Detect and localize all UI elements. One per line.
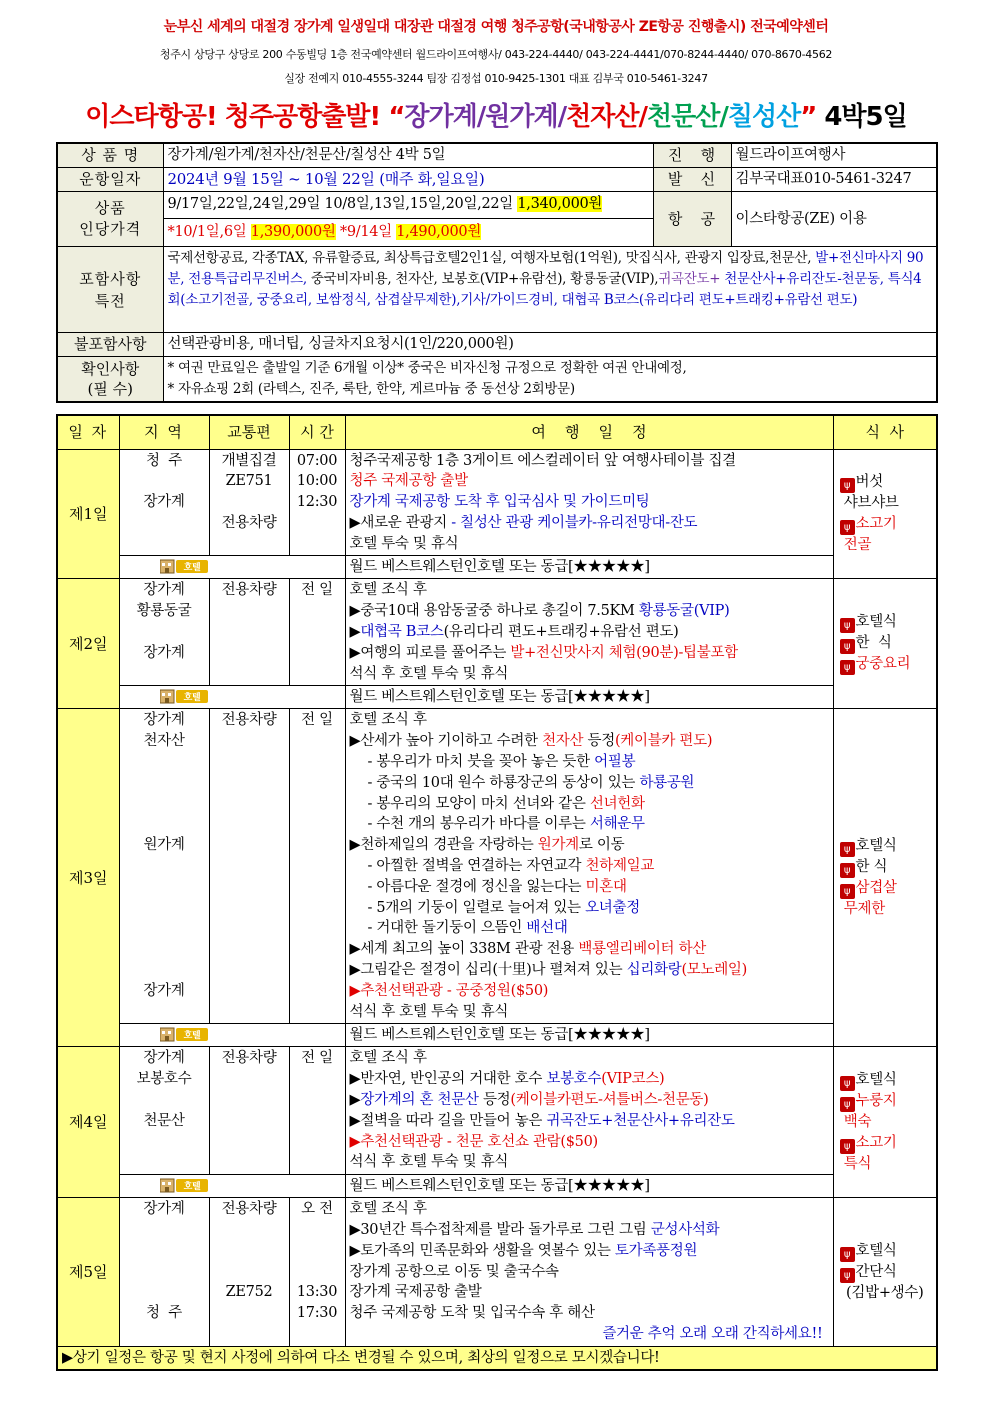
day5-row — [57, 1198, 937, 1347]
svg-text:호텔: 호텔 — [183, 1182, 200, 1193]
header-line-3: 실장 전예지 010-4555-3244 팀장 김정섭 010-9425-1301 대표 김부국 010-5461-3247 — [284, 72, 708, 85]
day2-label: 제2일 — [57, 579, 119, 709]
svg-text:호텔: 호텔 — [183, 563, 200, 574]
day1-meals: ψ 버섯 샤브샤브 ψ 소고기 전골 — [833, 449, 937, 579]
day1-transport: 개별집결 ZE751 전용차량 — [209, 449, 289, 556]
day5-time: 오 전 13:30 17:30 — [289, 1198, 345, 1347]
product-name-value: 장가계/원가계/천자산/천문산/칠성산 4박 5일 — [163, 143, 653, 168]
day5-transport: 전용차량 ZE752 — [209, 1198, 289, 1347]
day4-hotel-row — [57, 1175, 937, 1198]
fork-knife-icon: ψ — [840, 1097, 855, 1112]
col-schedule-header: 여 행 일 정 — [345, 415, 833, 449]
sender-value: 김부국대표010-5461-3247 — [731, 168, 937, 192]
notices-value: * 여권 만료일은 출발일 기준 6개월 이상* 중국은 비자신청 규정으로 정확한 여권 안내예정, * 자유쇼핑 2회 (라텍스, 진주, 룩탄, 한약, 게르마늄 중 동선상 2회방문) — [163, 357, 937, 403]
hotel-icon — [160, 1026, 208, 1042]
day3-row — [57, 709, 937, 1024]
day2-time: 전 일 — [289, 579, 345, 686]
itinerary-table — [56, 414, 938, 1371]
day1-hotel-row — [57, 556, 937, 579]
product-name-label: 상 품 명 — [57, 143, 163, 168]
day4-row — [57, 1047, 937, 1175]
day5-label: 제5일 — [57, 1198, 119, 1347]
fork-knife-icon: ψ — [840, 1268, 855, 1283]
airline-value: 이스타항공(ZE) 이용 — [731, 192, 937, 247]
day4-transport: 전용차량 — [209, 1047, 289, 1175]
price-label: 상품 인당가격 — [57, 192, 163, 247]
day2-row — [57, 579, 937, 686]
hotel-icon — [160, 558, 208, 574]
day3-meals: ψ 호텔식 ψ 한 식 ψ 삼겹살 무제한 — [833, 709, 937, 1047]
day4-hotel-icon-cell — [119, 1175, 345, 1198]
notices-label: 확인사항 (필 수) — [57, 357, 163, 403]
day4-meals: ψ 호텔식 ψ 누룽지 백숙 ψ 소고기 특식 — [833, 1047, 937, 1198]
fork-knife-icon: ψ — [840, 478, 855, 493]
day5-schedule: 호텔 조식 후 ▶30년간 특수접착제를 발라 돌가루로 그린 그림 군성사석화 ▶토가족의 민족문화와 생활을 엿볼수 있는 토가족풍정원 장가계 공항으로 이동 및 출국수속 장가계 국제공항 출발 청주 국제공항 도착 및 입국수속 후 해산 즐거운 추억 오래 오래 간직하세요!! — [345, 1198, 833, 1347]
day1-region: 청 주 장가계 — [119, 449, 209, 556]
fork-knife-icon: ψ — [840, 639, 855, 654]
day2-region: 장가계 황룡동굴 장가계 — [119, 579, 209, 686]
day1-schedule: 청주국제공항 1층 3게이트 에스컬레이터 앞 여행사테이블 집결 청주 국제공항 출발 장가계 국제공항 도착 후 입국심사 및 가이드미팅 ▶새로운 관광지 - 칠성산 관광 케이블카-유리전망대-잔도 호텔 투숙 및 휴식 — [345, 449, 833, 556]
day2-transport: 전용차량 — [209, 579, 289, 686]
page-title: 이스타항공! 청주공항출발! “장가계/원가계/천자산/천문산/칠성산” 4박5일 — [85, 102, 907, 132]
flight-dates-label: 운항일자 — [57, 168, 163, 192]
inclusions-value: 국제선항공료, 각종TAX, 유류할증료, 최상특급호텔2인1실, 여행자보험(1억원), 맛집식사, 관광지 입장료,천문산, 발+전신마사지 90분, 전용특급리무진버스, 중국비자비용, 천자산, 보봉호(VIP+유람선), 황룡동굴(VIP),귀곡잔도+ 천문산사+유리잔도-천문동, 특식4회(소고기전골, 궁중요리, 보쌈정식, 삼겹살무제한),기사/가이드경비, 대협곡 B코스(유리다리 편도+트래킹+유람선 편도) — [163, 247, 937, 333]
fork-knife-icon: ψ — [840, 1076, 855, 1091]
header-line-2: 청주시 상당구 상당로 200 수동빌딩 1층 전국예약센터 월드라이프여행사/ 043-224-4440/ 043-224-4441/070-8244-4440/ 070-8670-4562 — [159, 48, 833, 61]
day3-hotel-icon-cell — [119, 1024, 345, 1047]
col-time-header: 시 간 — [289, 415, 345, 449]
day1-hotel-text: 월드 베스트웨스턴인호텔 또는 동급[★★★★★] — [345, 556, 833, 579]
day2-meals: ψ 호텔식 ψ 한 식 ψ 궁중요리 — [833, 579, 937, 709]
flight-dates-value: 2024년 9월 15일 ~ 10월 22일 (매주 화,일요일) — [163, 168, 653, 192]
svg-text:호텔: 호텔 — [183, 1031, 200, 1042]
header-line-1: 눈부신 세계의 대절경 장가계 일생일대 대장관 대절경 여행 청주공항(국내항공사 ZE항공 진행출시) 전국예약센터 — [163, 19, 829, 35]
day3-label: 제3일 — [57, 709, 119, 1047]
fork-knife-icon: ψ — [840, 1139, 855, 1154]
day4-hotel-text: 월드 베스트웨스턴인호텔 또는 동급[★★★★★] — [345, 1175, 833, 1198]
itinerary-header-row — [57, 415, 937, 449]
svg-text:호텔: 호텔 — [183, 693, 200, 704]
footer-row — [57, 1346, 937, 1370]
day3-hotel-row — [57, 1024, 937, 1047]
col-day-header: 일 자 — [57, 415, 119, 449]
day3-schedule: 호텔 조식 후 ▶산세가 높아 기이하고 수려한 천자산 등정(케이블카 편도) - 봉우리가 마치 붓을 꽂아 놓은 듯한 어필봉 - 중국의 10대 원수 하룡장군의 동상이 있는 하룡공원 - 봉우리의 모양이 마치 선녀와 같은 선녀헌화 - 수천 개의 봉우리가 바다를 이루는 서해운무 ▶천하제일의 경관을 자랑하는 원가계로 이동 - 아찔한 절벽을 연결하는 자연교각 천하제일교 - 아름다운 절경에 정신을 잃는다는 미혼대 - 5개의 기둥이 일렬로 늘어져 있는 오녀출정 - 거대한 돌기둥이 으뜸인 배선대 ▶세계 최고의 높이 338M 관광 전용 백룡엘리베이터 하산 ▶그림같은 절경이 십리(十里)나 펼쳐져 있는 십리화랑(모노레일) ▶추천선택관광 - 공중정원($50) 석식 후 호텔 투숙 및 휴식 — [345, 709, 833, 1024]
fork-knife-icon: ψ — [840, 863, 855, 878]
fork-knife-icon: ψ — [840, 520, 855, 535]
day4-region: 장가계 보봉호수 천문산 — [119, 1047, 209, 1175]
col-meal-header: 식 사 — [833, 415, 937, 449]
day2-hotel-icon-cell — [119, 686, 345, 709]
day1-hotel-icon-cell — [119, 556, 345, 579]
day1-label: 제1일 — [57, 449, 119, 579]
day2-hotel-row — [57, 686, 937, 709]
day1-row — [57, 449, 937, 556]
day1-time: 07:00 10:00 12:30 — [289, 449, 345, 556]
day2-hotel-text: 월드 베스트웨스턴인호텔 또는 동급[★★★★★] — [345, 686, 833, 709]
product-info-table — [56, 142, 938, 403]
fork-knife-icon: ψ — [840, 842, 855, 857]
col-transport-header: 교통편 — [209, 415, 289, 449]
inclusions-label: 포함사항 특전 — [57, 247, 163, 333]
fork-knife-icon: ψ — [840, 1247, 855, 1262]
fork-knife-icon: ψ — [840, 660, 855, 675]
progress-label: 진 행 — [653, 143, 731, 168]
exclusions-value: 선택관광비용, 매너팁, 싱글차지요청시(1인/220,000원) — [163, 333, 937, 357]
day5-region: 장가계 청 주 — [119, 1198, 209, 1347]
price-row-1: 9/17일,22일,24일,29일 10/8일,13일,15일,20일,22일 1,340,000원 — [164, 192, 653, 219]
airline-label: 항 공 — [653, 192, 731, 247]
day2-schedule: 호텔 조식 후 ▶중국10대 용암동굴중 하나로 총길이 7.5KM 황룡동굴(VIP) ▶대협곡 B코스(유리다리 편도+트래킹+유람선 편도) ▶여행의 피로를 풀어주는 발+전신맛사지 체험(90분)-팁불포함 석식 후 호텔 투숙 및 휴식 — [345, 579, 833, 686]
sender-label: 발 신 — [653, 168, 731, 192]
price-row-2: *10/1일,6일 1,390,000원 *9/14일 1,490,000원 — [167, 224, 482, 240]
day5-meals: ψ 호텔식 ψ 간단식 (김밥+생수) — [833, 1198, 937, 1347]
day4-time: 전 일 — [289, 1047, 345, 1175]
day3-region: 장가계 천자산 원가계 장가계 — [119, 709, 209, 1024]
col-region-header: 지 역 — [119, 415, 209, 449]
hotel-icon — [160, 1177, 208, 1193]
footer-note: ▶상기 일정은 항공 및 현지 사정에 의하여 다소 변경될 수 있으며, 최상의 일정으로 모시겠습니다! — [57, 1346, 937, 1370]
progress-value: 월드라이프여행사 — [731, 143, 937, 168]
exclusions-label: 불포함사항 — [57, 333, 163, 357]
fork-knife-icon: ψ — [840, 618, 855, 633]
day4-schedule: 호텔 조식 후 ▶반자연, 반인공의 거대한 호수 보봉호수(VIP코스) ▶장가계의 혼 천문산 등정(케이블카편도-셔틀버스-천문동) ▶절벽을 따라 길을 만들어 놓은 귀곡잔도+천문산사+유리잔도 ▶추천선택관광 - 천문 호선쇼 관람($50) 석식 후 호텔 투숙 및 휴식 — [345, 1047, 833, 1175]
day3-transport: 전용차량 — [209, 709, 289, 1024]
hotel-icon — [160, 688, 208, 704]
price-values — [163, 192, 653, 247]
day3-hotel-text: 월드 베스트웨스턴인호텔 또는 동급[★★★★★] — [345, 1024, 833, 1047]
day4-label: 제4일 — [57, 1047, 119, 1198]
day3-time: 전 일 — [289, 709, 345, 1024]
fork-knife-icon: ψ — [840, 884, 855, 899]
